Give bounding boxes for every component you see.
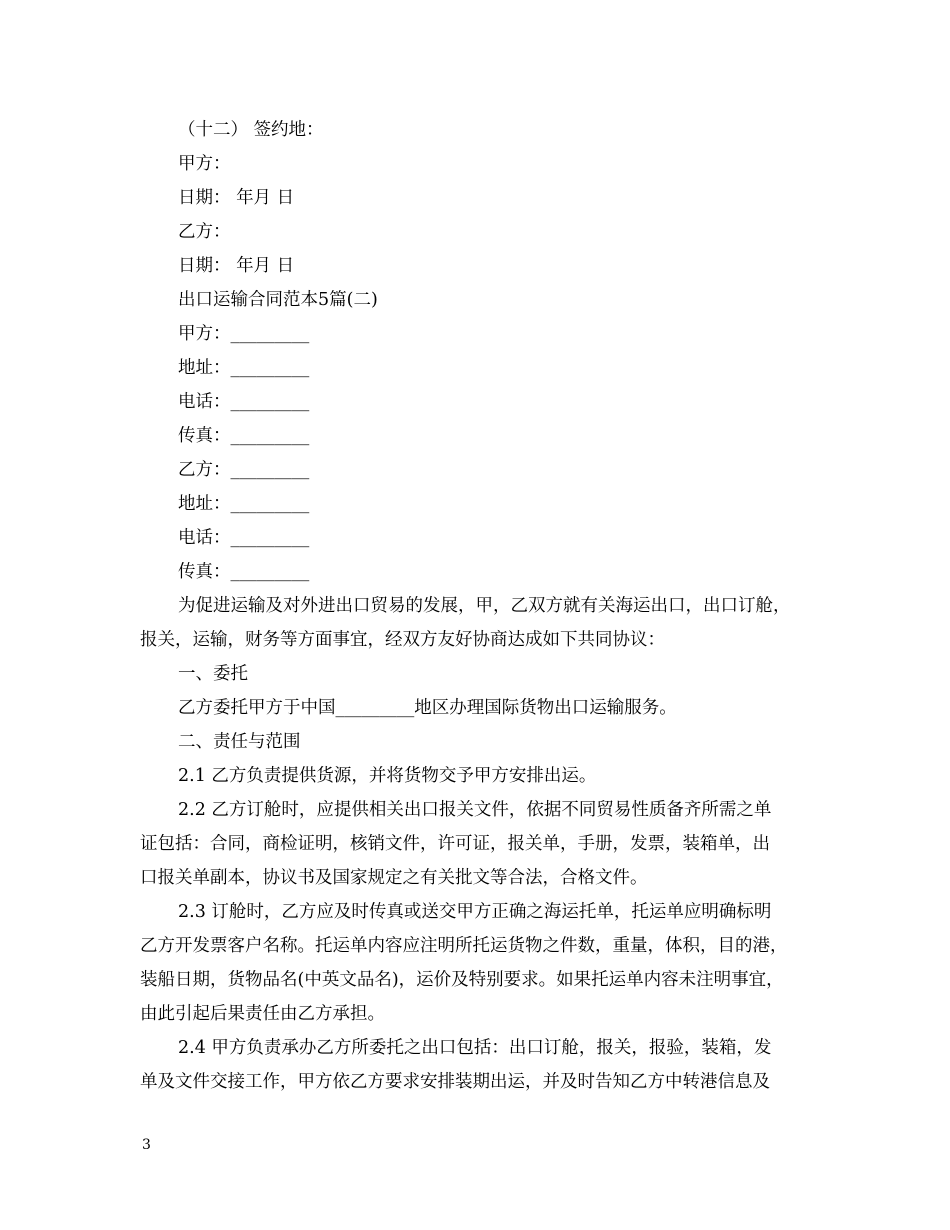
text-line: 日期： 年月 日 bbox=[178, 188, 295, 208]
text-line: 乙方： bbox=[178, 222, 231, 242]
paragraph-line: 为促进运输及对外进出口贸易的发展，甲，乙双方就有关海运出口，出口订舱， bbox=[178, 596, 791, 616]
paragraph-line: 报关，运输，财务等方面事宜，经双方友好协商达成如下共同协议： bbox=[140, 630, 665, 650]
paragraph-line: 单及文件交接工作，甲方依乙方要求安排装期出运，并及时告知乙方中转港信息及 bbox=[140, 1072, 770, 1092]
paragraph-line: 2.1 乙方负责提供货源，并将货物交予甲方安排出运。 bbox=[178, 766, 597, 786]
phone-field: 电话：_________ bbox=[178, 528, 310, 548]
party-b-field: 乙方：_________ bbox=[178, 460, 310, 480]
address-field: 地址：_________ bbox=[178, 358, 310, 378]
paragraph-line: 2.3 订舱时，乙方应及时传真或送交甲方正确之海运托单，托运单应明确标明 bbox=[178, 902, 772, 922]
text-line: 日期： 年月 日 bbox=[178, 256, 295, 276]
paragraph-line: 2.2 乙方订舱时，应提供相关出口报关文件，依据不同贸易性质备齐所需之单 bbox=[178, 800, 772, 820]
section-heading: 出口运输合同范本5篇(二) bbox=[178, 290, 378, 310]
clause-heading: 二、责任与范围 bbox=[178, 732, 301, 752]
paragraph-line: 由此引起后果责任由乙方承担。 bbox=[140, 1004, 385, 1024]
text-line: （十二） 签约地： bbox=[178, 120, 324, 140]
paragraph-line: 证包括：合同，商检证明，核销文件，许可证，报关单，手册，发票，装箱单，出 bbox=[140, 834, 770, 854]
paragraph-line: 装船日期，货物品名(中英文品名)，运价及特别要求。如果托运单内容未注明事宜， bbox=[140, 970, 784, 990]
paragraph-line: 乙方委托甲方于中国_________地区办理国际货物出口运输服务。 bbox=[178, 698, 677, 718]
paragraph-line: 2.4 甲方负责承办乙方所委托之出口包括：出口订舱，报关，报验，装箱，发 bbox=[178, 1038, 772, 1058]
paragraph-line: 口报关单副本，协议书及国家规定之有关批文等合法，合格文件。 bbox=[140, 868, 648, 888]
fax-field: 传真：_________ bbox=[178, 426, 310, 446]
phone-field: 电话：_________ bbox=[178, 392, 310, 412]
text-line: 甲方： bbox=[178, 154, 231, 174]
clause-heading: 一、委托 bbox=[178, 664, 248, 684]
fax-field: 传真：_________ bbox=[178, 562, 310, 582]
party-a-field: 甲方：_________ bbox=[178, 324, 310, 344]
address-field: 地址：_________ bbox=[178, 494, 310, 514]
paragraph-line: 乙方开发票客户名称。托运单内容应注明所托运货物之件数，重量，体积，目的港， bbox=[140, 936, 788, 956]
page-number: 3 bbox=[142, 1137, 151, 1153]
